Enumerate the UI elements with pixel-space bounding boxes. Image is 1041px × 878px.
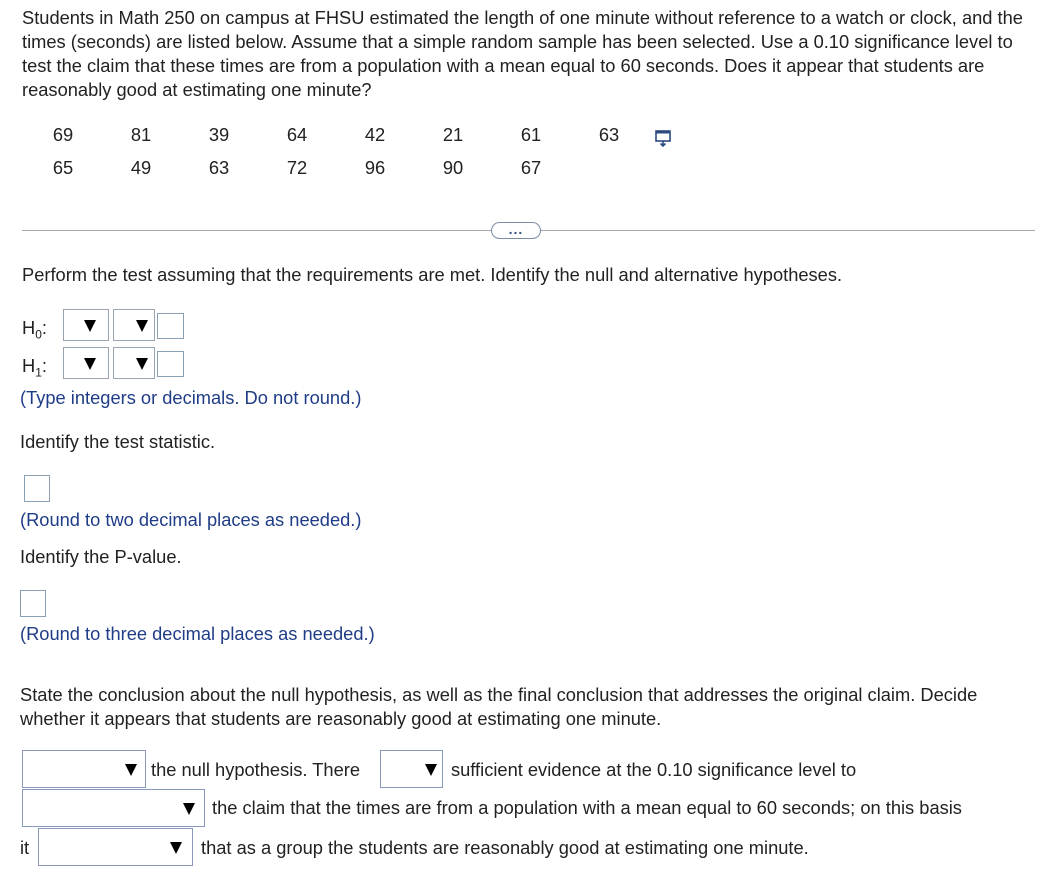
data-cell: 63 xyxy=(208,157,230,178)
test-statistic-input[interactable] xyxy=(24,475,50,502)
data-cell: 49 xyxy=(130,157,152,178)
data-cell: 67 xyxy=(520,157,542,178)
p-value-instruction: Identify the P-value. xyxy=(20,546,182,567)
h1-colon: : xyxy=(41,355,47,376)
h0-label xyxy=(22,317,47,342)
h0-parameter-select[interactable] xyxy=(63,309,109,341)
test-statistic-instruction: Identify the test statistic. xyxy=(20,431,216,452)
h0-operator-select[interactable] xyxy=(113,309,155,341)
conclusion-line1-a: the null hypothesis. There xyxy=(151,759,361,780)
conclusion-line3: that as a group the students are reasonably good at estimating one minute. xyxy=(201,837,809,858)
data-cell: 42 xyxy=(364,124,386,145)
h0-colon: : xyxy=(41,317,47,338)
hypotheses-hint: (Type integers or decimals. Do not round.) xyxy=(20,387,362,408)
copy-data-icon[interactable] xyxy=(654,130,676,148)
data-cell: 96 xyxy=(364,157,386,178)
test-statistic-hint: (Round to two decimal places as needed.) xyxy=(20,509,362,530)
claim-action-select[interactable] xyxy=(22,789,205,827)
h1-subscript: 1 xyxy=(35,365,42,380)
h1-letter: H xyxy=(22,355,36,376)
h1-label xyxy=(22,355,47,380)
h1-parameter-select[interactable] xyxy=(63,347,109,379)
final-conclusion-select[interactable] xyxy=(38,828,193,866)
data-cell: 69 xyxy=(52,124,74,145)
data-cell: 81 xyxy=(130,124,152,145)
data-cell: 64 xyxy=(286,124,308,145)
h1-value-input[interactable] xyxy=(157,351,184,377)
conclusion-line3-prefix: it xyxy=(20,837,30,858)
problem-statement: Students in Math 250 on campus at FHSU estimated the length of one minute without reference to a watch or clock, and the times (seconds) are listed below. Assume that a simple random sample has been selected. Use a 0.10 significance level to test the claim that these times are from a population with a mean equal to 60 seconds. Does it appear that students are reasonably good at estimating one minute? xyxy=(22,7,1023,100)
conclusion-line1-b: sufficient evidence at the 0.10 significance level to xyxy=(451,759,857,780)
p-value-hint: (Round to three decimal places as needed.) xyxy=(20,623,375,644)
conclusion-line2: the claim that the times are from a population with a mean equal to 60 seconds; on this basis xyxy=(212,797,962,818)
data-cell: 90 xyxy=(442,157,464,178)
data-cell: 72 xyxy=(286,157,308,178)
h0-subscript: 0 xyxy=(35,327,42,342)
h1-operator-select[interactable] xyxy=(113,347,155,379)
evidence-select[interactable] xyxy=(380,750,443,788)
p-value-input[interactable] xyxy=(20,590,46,617)
data-cell: 21 xyxy=(442,124,464,145)
data-cell: 39 xyxy=(208,124,230,145)
conclusion-instruction: State the conclusion about the null hypothesis, as well as the final conclusion that addresses the original claim. Decide whether it appears that students are reasonably good at estimating one minute. xyxy=(20,684,978,729)
h0-value-input[interactable] xyxy=(157,313,184,339)
h0-letter: H xyxy=(22,317,36,338)
hypotheses-instruction: Perform the test assuming that the requirements are met. Identify the null and alternative hypotheses. xyxy=(22,264,843,285)
null-hypothesis-decision-select[interactable] xyxy=(22,750,146,788)
data-cell: 65 xyxy=(52,157,74,178)
data-cell: 61 xyxy=(520,124,542,145)
expand-more-button[interactable]: ... xyxy=(491,222,541,239)
data-cell: 63 xyxy=(598,124,620,145)
